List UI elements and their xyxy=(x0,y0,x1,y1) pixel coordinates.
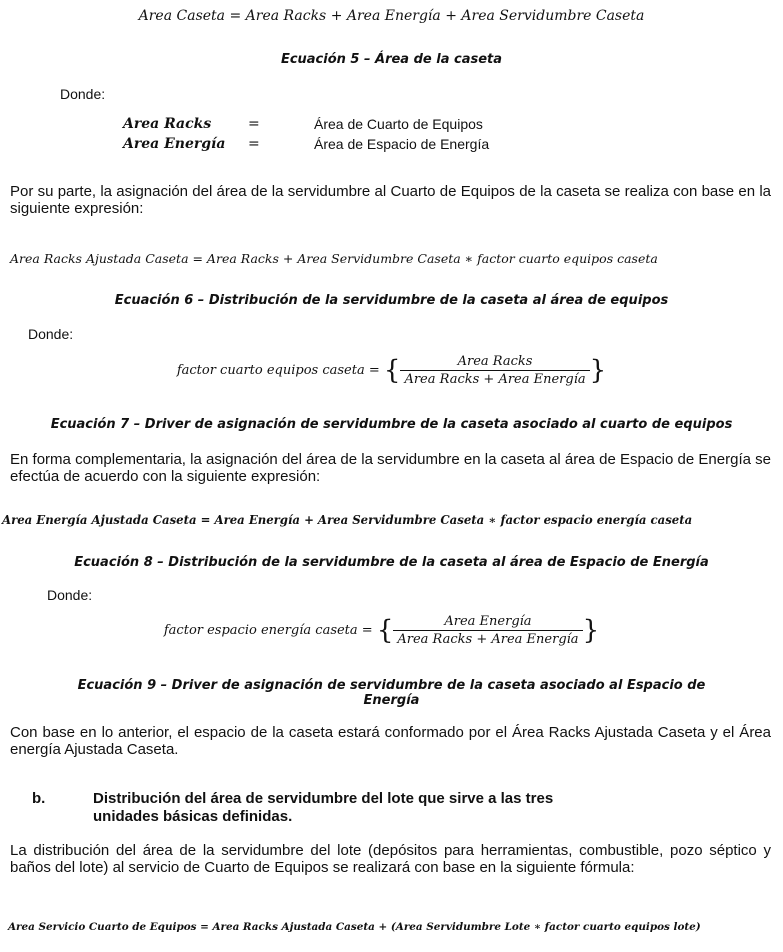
paragraph-complementaria: En forma complementaria, la asignación del área de la servidumbre en la caseta al área de Espacio de Energía se efectúa de acuerdo con la siguiente expresión: xyxy=(10,451,771,485)
paragraph-conformado: Con base en lo anterior, el espacio de la caseta estará conformado por el Área Racks Ajustada Caseta y el Área energía Ajustada Caseta. xyxy=(10,724,771,758)
section-b-heading xyxy=(93,790,553,826)
fraction-denominator: Area Racks + Area Energía xyxy=(393,630,582,647)
left-brace-icon: { xyxy=(376,615,394,646)
caption-equation-7: Ecuación 7 – Driver de asignación de servidumbre de la caseta asociado al cuarto de equipos xyxy=(50,417,733,432)
fraction-denominator: Area Racks + Area Energía xyxy=(400,370,589,387)
equation-energia-ajustada: Area Energía Ajustada Caseta = Area Energía + Area Servidumbre Caseta ∗ factor espacio energía caseta xyxy=(2,513,693,527)
fraction-numerator: Area Energía xyxy=(444,614,532,629)
definition-description: Área de Cuarto de Equipos xyxy=(314,116,483,132)
paragraph-distribucion-lote: La distribución del área de la servidumbre del lote (depósitos para herramientas, combustible, pozo séptico y baños del lote) al servicio de Cuarto de Equipos se realizará con base en la siguiente fórmula: xyxy=(10,842,771,876)
definition-symbol: Area Energía xyxy=(123,136,226,152)
donde-label: Donde: xyxy=(60,86,106,102)
section-b-title-line2: unidades básicas definidas. xyxy=(93,808,293,825)
fraction xyxy=(400,354,589,387)
equation-area-caseta: Area Caseta = Area Racks + Area Energía + Area Servidumbre Caseta xyxy=(138,8,645,24)
right-brace-icon: } xyxy=(589,355,607,386)
caption-equation-6: Ecuación 6 – Distribución de la servidumbre de la caseta al área de equipos xyxy=(114,293,669,308)
donde-label-2: Donde: xyxy=(28,326,74,342)
caption-equation-8: Ecuación 8 – Distribución de la servidumbre de la caseta al área de Espacio de Energía xyxy=(74,555,709,570)
definition-row xyxy=(123,114,489,134)
caption-equation-5: Ecuación 5 – Área de la caseta xyxy=(280,52,503,67)
factor-cuarto-lhs: factor cuarto equipos caseta = xyxy=(176,363,380,378)
equation-factor-cuarto xyxy=(0,354,783,387)
right-brace-icon: } xyxy=(582,615,600,646)
definition-equals: = xyxy=(248,136,260,152)
definitions-table xyxy=(123,114,489,154)
definition-row xyxy=(123,134,489,154)
caption-equation-9-line1: Ecuación 9 – Driver de asignación de servidumbre de la caseta asociado al Espacio de xyxy=(77,678,706,693)
equation-factor-energia xyxy=(0,614,763,647)
section-b-title-line1: Distribución del área de servidumbre del lote que sirve a las tres xyxy=(93,790,554,807)
equation-racks-ajustada: Area Racks Ajustada Caseta = Area Racks + Area Servidumbre Caseta ∗ factor cuarto equipos caseta xyxy=(10,251,658,266)
definition-equals: = xyxy=(248,116,260,132)
section-b-letter: b. xyxy=(32,790,46,807)
definition-description: Área de Espacio de Energía xyxy=(314,136,490,152)
equation-servicio-cuarto: Area Servicio Cuarto de Equipos = Area Racks Ajustada Caseta + (Area Servidumbre Lote ∗ factor cuarto equipos lote) xyxy=(8,921,701,933)
fraction-numerator: Area Racks xyxy=(457,354,533,369)
paragraph-asignacion-cuarto: Por su parte, la asignación del área de la servidumbre al Cuarto de Equipos de la caseta se realiza con base en la siguiente expresión: xyxy=(10,183,771,217)
definition-symbol: Area Racks xyxy=(123,116,212,132)
left-brace-icon: { xyxy=(383,355,401,386)
donde-label-3: Donde: xyxy=(47,587,93,603)
fraction xyxy=(393,614,582,647)
caption-equation-9-line2: Energía xyxy=(363,693,420,708)
factor-energia-lhs: factor espacio energía caseta = xyxy=(163,623,373,638)
